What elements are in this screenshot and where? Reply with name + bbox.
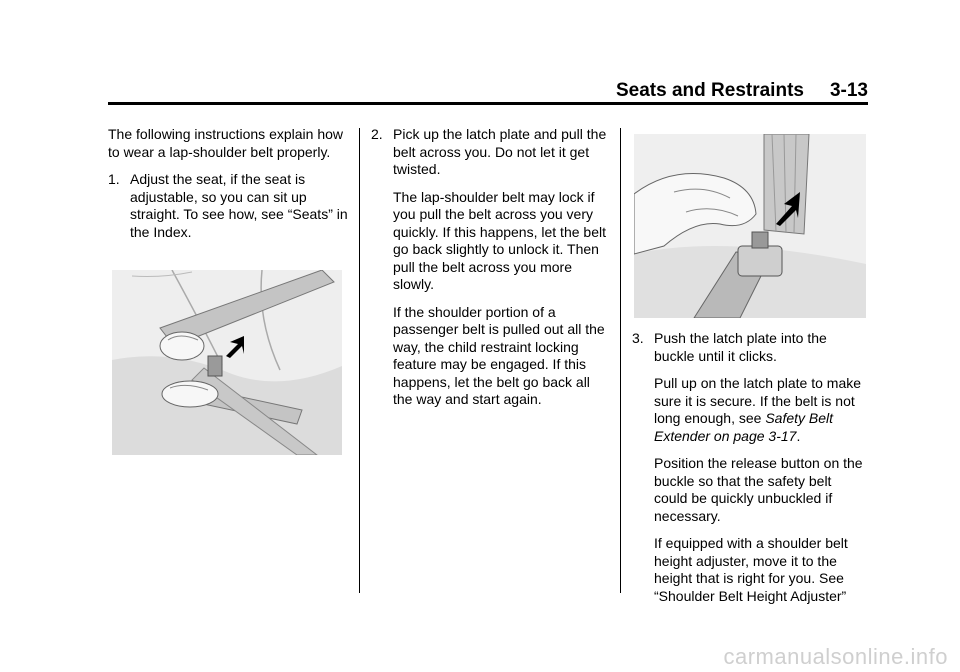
section-title: Seats and Restraints bbox=[616, 80, 804, 101]
intro-paragraph: The following instructions explain how to wear a lap-shoulder belt properly. bbox=[108, 126, 344, 160]
height-adjuster-paragraph: If equipped with a shoulder belt height adjuster, move it to the height that is right for you. See “Shoulder Belt Height Adjuster” bbox=[654, 535, 848, 604]
secure-latch-end: . bbox=[796, 427, 801, 444]
step-1 bbox=[108, 171, 348, 241]
belt-lock-paragraph: The lap-shoulder belt may lock if you pull the belt across you very quickly. If this happens, let the belt go back slightly to unlock it. Then pull the belt across you more slowly. bbox=[393, 188, 606, 292]
secure-latch-paragraph bbox=[632, 375, 868, 445]
step-text: Adjust the seat, if the seat is adjustable, so you can sit up straight. To see how, see “Seats” in the Index. bbox=[130, 171, 348, 240]
column-divider-2 bbox=[620, 128, 621, 593]
column-2 bbox=[371, 126, 611, 419]
step-number: 1. bbox=[108, 171, 120, 187]
column-divider-1 bbox=[359, 128, 360, 593]
watermark: carmanualsonline.info bbox=[723, 644, 948, 669]
step-text: Push the latch plate into the buckle until it clicks. bbox=[654, 330, 827, 364]
step-2 bbox=[371, 126, 611, 179]
header-rule bbox=[108, 102, 868, 105]
release-button-paragraph: Position the release button on the buckle so that the safety belt could be quickly unbuckled if necessary. bbox=[654, 455, 863, 524]
seated-person-with-belt-image bbox=[112, 270, 342, 455]
secure-latch-text: Pull up on the latch plate to make sure it is secure. If the belt is not long enough, see bbox=[654, 375, 862, 426]
step-text: Pick up the latch plate and pull the belt across you. Do not let it get twisted. bbox=[393, 126, 607, 177]
hand-latch-image bbox=[634, 134, 866, 318]
step-number: 3. bbox=[632, 330, 644, 346]
page-number: 3-13 bbox=[829, 80, 868, 101]
column-1 bbox=[108, 126, 348, 251]
step-3 bbox=[632, 330, 868, 365]
child-restraint-paragraph: If the shoulder portion of a passenger belt is pulled out all the way, the child restraint locking feature may be engaged. If this happens, let the belt go back all the way and start again. bbox=[393, 303, 605, 407]
latch-buckle-illustration bbox=[634, 134, 866, 318]
step-number: 2. bbox=[371, 126, 383, 142]
lap-belt-illustration bbox=[112, 270, 342, 455]
header-title bbox=[600, 80, 868, 102]
belt-extender-reference[interactable]: Safety Belt Extender on page 3-17 bbox=[654, 410, 834, 444]
column-3 bbox=[632, 330, 868, 615]
